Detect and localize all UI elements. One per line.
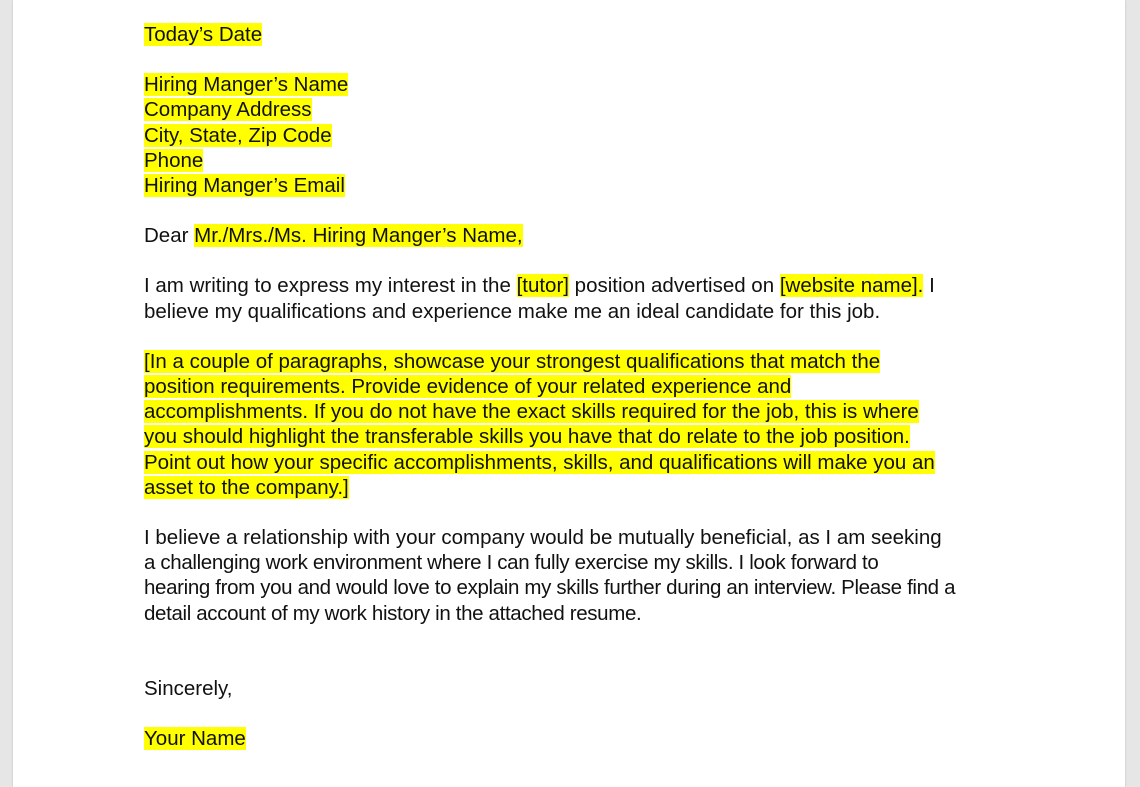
closing-line: detail account of my work history in the attached resume. bbox=[144, 601, 642, 625]
salutation bbox=[144, 223, 1044, 248]
date-placeholder: Today’s Date bbox=[144, 23, 263, 46]
signature-block bbox=[144, 726, 1044, 751]
date-block bbox=[144, 0, 1044, 47]
closing-line: I believe a relationship with your company would be mutually beneficial, as I am seeking bbox=[144, 526, 942, 550]
intro-text-1: I am writing to express my interest in the bbox=[144, 274, 517, 298]
body-placeholder-line: position requirements. Provide evidence of your related experience and bbox=[144, 375, 792, 399]
recipient-address: Company Address bbox=[144, 98, 312, 122]
body-placeholder-line: asset to the company.] bbox=[144, 475, 349, 499]
body-placeholder-line: Point out how your specific accomplishments, skills, and qualifications will make you an bbox=[144, 450, 935, 474]
body-placeholder-paragraph bbox=[144, 349, 1044, 500]
intro-text-3: I bbox=[923, 274, 935, 298]
closing-line: hearing from you and would love to explain my skills further during an interview. Please find a bbox=[144, 576, 956, 600]
intro-line-2: believe my qualifications and experience make me an ideal candidate for this job. bbox=[144, 299, 881, 323]
intro-text-2: position advertised on bbox=[568, 274, 780, 298]
recipient-phone: Phone bbox=[144, 148, 204, 172]
closing-line: a challenging work environment where I can fully exercise my skills. I look forward to bbox=[144, 551, 879, 575]
position-placeholder: [tutor] bbox=[516, 274, 569, 298]
recipient-block bbox=[144, 72, 1044, 198]
recipient-name: Hiring Manger’s Name bbox=[144, 73, 349, 97]
document-page bbox=[13, 0, 1125, 787]
body-placeholder-line: you should highlight the transferable skills you have that do relate to the job position. bbox=[144, 425, 910, 449]
intro-paragraph bbox=[144, 273, 1044, 323]
body-placeholder-line: [In a couple of paragraphs, showcase your strongest qualifications that match the bbox=[144, 349, 881, 373]
cover-letter bbox=[144, 0, 1044, 751]
salutation-prefix: Dear bbox=[144, 224, 195, 248]
signoff: Sincerely, bbox=[144, 676, 233, 700]
recipient-email: Hiring Manger’s Email bbox=[144, 174, 345, 198]
signature-placeholder: Your Name bbox=[144, 727, 246, 751]
recipient-city-state-zip: City, State, Zip Code bbox=[144, 123, 332, 147]
body-placeholder-line: accomplishments. If you do not have the exact skills required for the job, this is where bbox=[144, 400, 919, 424]
closing-paragraph bbox=[144, 525, 1044, 626]
signoff-block bbox=[144, 676, 1044, 701]
salutation-name: Mr./Mrs./Ms. Hiring Manger’s Name, bbox=[194, 224, 523, 248]
website-placeholder: [website name]. bbox=[779, 274, 924, 298]
